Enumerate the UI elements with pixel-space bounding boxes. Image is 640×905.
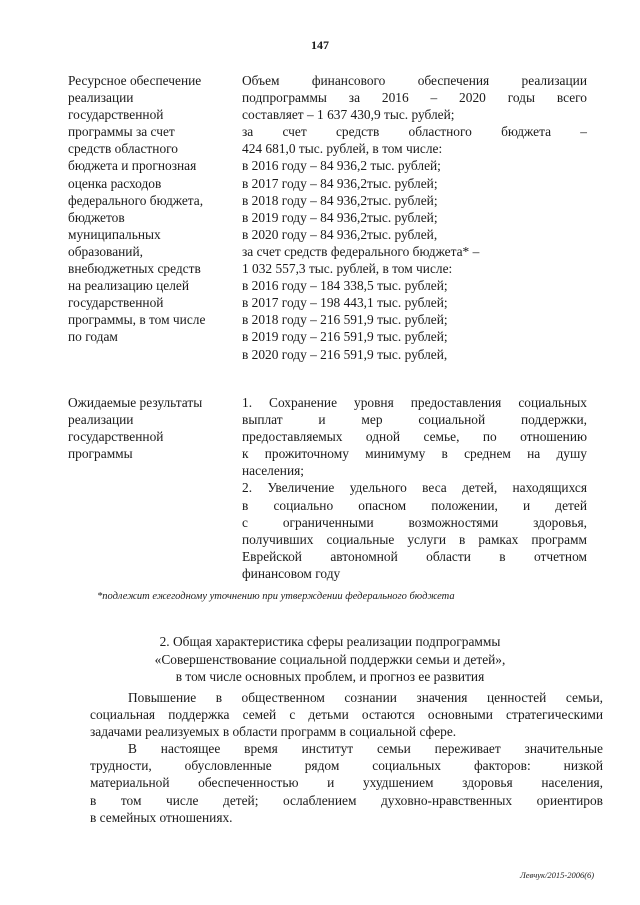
resources-value-line: в 2017 году – 84 936,2тыс. рублей; <box>242 175 438 191</box>
results-label-line: программы <box>68 446 133 462</box>
body-line: Повышение в общественном сознании значения ценностей семьи, <box>128 690 603 705</box>
resources-value-line: в 2018 году – 216 591,9 тыс. рублей; <box>242 312 448 328</box>
resources-value-line: подпрограммы за 2016 – 2020 годы всего <box>242 90 587 106</box>
results-value-line: 2. Увеличение удельного веса детей, находящихся <box>242 480 587 496</box>
resources-label-line: программы за счет <box>68 124 175 140</box>
resources-label-line: образований, <box>68 243 143 259</box>
resources-value-line: в 2019 году – 84 936,2тыс. рублей; <box>242 209 438 225</box>
results-value-line: выплат и мер социальной поддержки, <box>242 412 587 428</box>
resources-label-line: государственной <box>68 107 164 123</box>
body-line: в семейных отношениях. <box>90 809 233 825</box>
resources-label <box>68 72 230 346</box>
results-value-line: предоставляемых одной семье, по отношению <box>242 429 587 445</box>
resources-label-line: Ресурсное обеспечение <box>68 73 202 88</box>
resources-value-line: за счет средств областного бюджета – <box>242 124 587 140</box>
page-number: 147 <box>311 38 329 52</box>
body-line: В настоящее время институт семьи переживает значительные <box>128 741 603 757</box>
resources-label-line: внебюджетных средств <box>68 261 201 277</box>
body-line: в том числе детей; ослаблением духовно-нравственных ориентиров <box>90 792 603 808</box>
resources-value-line: за счет средств федерального бюджета* – <box>242 243 480 259</box>
section-heading-line: 2. Общая характеристика сферы реализации подпрограммы <box>159 634 501 649</box>
results-label <box>68 394 230 462</box>
resources-value-line: в 2019 году – 216 591,9 тыс. рублей; <box>242 329 448 345</box>
results-value-line: к прожиточному минимуму в среднем на душу <box>242 446 587 462</box>
document-signature-code: Левчук/2015-2006(6) <box>520 870 595 880</box>
body-text <box>90 689 603 826</box>
results-value-line: получивших социальные услуги в рамках программ <box>242 531 587 547</box>
resources-value <box>242 72 587 363</box>
results-value <box>242 394 587 582</box>
resources-label-line: реализации <box>68 90 134 106</box>
footnote: *подлежит ежегодному уточнению при утверждении федерального бюджета <box>97 591 455 602</box>
resources-label-line: государственной <box>68 295 164 311</box>
results-label-line: Ожидаемые результаты <box>68 395 203 410</box>
resources-label-line: федерального бюджета, <box>68 192 204 208</box>
body-line: социальная поддержка семей с детьми остаются основными стратегическими <box>90 707 603 723</box>
resources-value-line: в 2016 году – 184 338,5 тыс. рублей; <box>242 278 448 294</box>
resources-label-line: муниципальных <box>68 226 161 242</box>
section-heading-line: в том числе основных проблем, и прогноз ее развития <box>175 669 485 684</box>
section-heading-line: «Совершенствование социальной поддержки семьи и детей», <box>154 651 506 667</box>
resources-label-line: по годам <box>68 329 118 345</box>
results-value-line: Еврейской автономной области в отчетном <box>242 548 587 564</box>
results-value-line: финансовом году <box>242 565 341 581</box>
resources-value-line: в 2020 году – 84 936,2тыс. рублей, <box>242 226 438 242</box>
results-value-line: в социально опасном положении, и детей <box>242 497 587 513</box>
results-label-line: государственной <box>68 429 164 445</box>
resources-label-line: программы, в том числе <box>68 312 206 328</box>
results-value-line: 1. Сохранение уровня предоставления социальных <box>242 395 587 410</box>
results-label-line: реализации <box>68 412 134 428</box>
resources-value-line: 1 032 557,3 тыс. рублей, в том числе: <box>242 261 453 277</box>
resources-value-line: в 2020 году – 216 591,9 тыс. рублей, <box>242 346 448 362</box>
resources-label-line: средств областного <box>68 141 178 157</box>
resources-label-line: оценка расходов <box>68 175 162 191</box>
resources-value-line: 424 681,0 тыс. рублей, в том числе: <box>242 141 443 157</box>
body-line: материальной обеспеченностью и ухудшением здоровья населения, <box>90 775 603 791</box>
results-value-line: с ограниченными возможностями здоровья, <box>242 514 587 530</box>
resources-label-line: бюджетов <box>68 209 125 225</box>
results-value-line: населения; <box>242 463 304 479</box>
body-line: задачами реализуемых в области программ в социальной сфере. <box>90 724 457 740</box>
resources-value-line: в 2016 году – 84 936,2 тыс. рублей; <box>242 158 441 174</box>
resources-value-line: Объем финансового обеспечения реализации <box>242 73 587 88</box>
section-heading <box>80 633 580 686</box>
resources-label-line: на реализацию целей <box>68 278 189 294</box>
resources-value-line: составляет – 1 637 430,9 тыс. рублей; <box>242 107 455 123</box>
resources-value-line: в 2018 году – 84 936,2тыс. рублей; <box>242 192 438 208</box>
resources-value-line: в 2017 году – 198 443,1 тыс. рублей; <box>242 295 448 311</box>
resources-label-line: бюджета и прогнозная <box>68 158 197 174</box>
body-line: трудности, обусловленные рядом социальных факторов: низкой <box>90 758 603 774</box>
